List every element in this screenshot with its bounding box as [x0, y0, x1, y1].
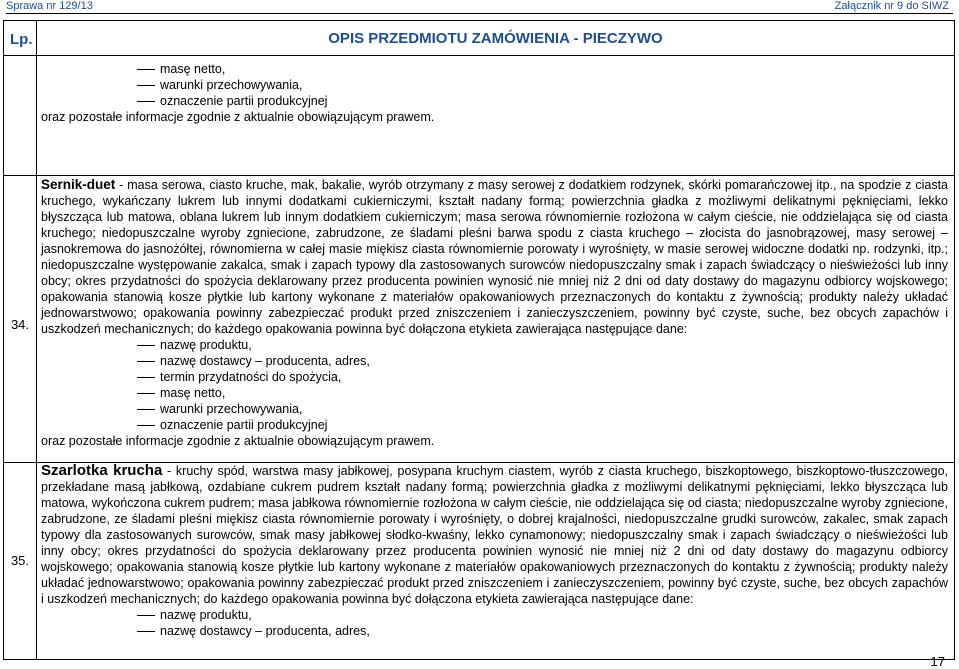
page-header: [6, 0, 953, 14]
list-item: warunki przechowywania,: [41, 77, 948, 93]
list-item: masę netto,: [41, 61, 948, 77]
row-35-description: [41, 463, 948, 607]
list-item: masę netto,: [41, 385, 948, 401]
product-name: Szarlotka krucha: [41, 462, 163, 479]
case-number: Sprawa nr 129/13: [6, 0, 93, 12]
row-divider: [4, 175, 954, 176]
list-item: nazwę produktu,: [41, 607, 948, 623]
list-item: nazwę produktu,: [41, 337, 948, 353]
product-description: - kruchy spód, warstwa masy jabłkowej, posypana kruchym ciastem, wyrób z ciasta kruchego, biszkoptowego, biszkoptowo-tłuszczowego, przekładane masą jabłkową, ozdabiane cukrem pudrem kształt nadany formą; powierzchnia gładka z możliwymi delikatnymi pęknięciami, lekko błyszcząca lub matowa, wykończona cukrem pudrem; masa jabłkowa równomiernie rozłożona w całym cieście, nie oddzielająca się od ciasta; niedopuszczalne wyroby zgniecione, zabrudzone, ze śladami pleśni miękisz ciasta równomiernie porowaty i wyrośnięty, o dobrej krajalności, niedopuszczalne grudki surowców, zakalec, smak zapach typowy dla zastosowanych surowców, smak masy jabłkowej słodko-kwaśny, lekko cynamonowy; niedopuszczalny smak i zapach świadczący o nieświeżości lub inny obcy; okres przydatności do spożycia deklarowany przez producenta powinien wynosić nie mniej niż 2 dni od daty dostawy do magazynu odbiorcy wojskowego; opakowania stanowią kosze płytkie lub kartony wykonane z materiałów opakowaniowych przeznaczonych do kontaktu z żywnością; produkty należy układać jednowarstwowo; opakowania powinny zabezpieczać produkt przed zniszczeniem i zanieczyszczeniem, powinny być czyste, suche, bez obcych zapachów i uszkodzeń mechanicznych; do każdego opakowania powinna być dołączona etykieta zawierająca następujące dane:: [41, 464, 948, 606]
list-item: warunki przechowywania,: [41, 401, 948, 417]
list-item: nazwę dostawcy – producenta, adres,: [41, 353, 948, 369]
row-35-content: [41, 463, 948, 639]
row-34-description: [41, 177, 948, 337]
table-title: OPIS PRZEDMIOTU ZAMÓWIENIA - PIECZYWO: [328, 30, 663, 47]
list-item: termin przydatności do spożycia,: [41, 369, 948, 385]
list-item: oznaczenie partii produkcyjnej: [41, 93, 948, 109]
list-item: oznaczenie partii produkcyjnej: [41, 417, 948, 433]
attachment-label: Załącznik nr 9 do SIWZ: [834, 0, 949, 12]
product-description: - masa serowa, ciasto kruche, mak, bakalie, wyrób otrzymany z masy serowej z dodatkiem rodzynek, skórki pomarańczowej itp., na spodzie z ciasta kruchego, wykańczany lukrem lub innymi dodatkami cukierniczymi, kształt nadany formą; powierzchnia gładka z możliwymi delikatnymi pęknięciami, lekko błyszcząca lub matowa, oblana lukrem lub innym dodatkiem cukierniczym; masa serowa równomiernie rozłożona w całym cieście, nie oddzielająca się od ciasta kruchego; niedopuszczalne wyroby zgniecione, zabrudzone, ze śladami pleśni barwa spodu z ciasta kruchego – złocista do jasnobrązowej, masy serowej – jasnokremowa do jasnożółtej, równomierna w całej masie miękisz ciasta równomiernie porowaty i wyrośnięty, w masie serowej widoczne dodatki np. rodzynki, itp.; niedopuszczalne występowanie zakalca, smak i zapach typowy dla zastosowanych surowców niedopuszczalny smak i zapach świadczący o nieświeżości lub inny obcy; okres przydatności do spożycia deklarowany przez producenta powinien wynosić nie mniej niż 2 dni od daty dostawy do magazynu odbiorcy wojskowego; opakowania stanowią kosze płytkie lub kartony wykonane z materiałów opakowaniowych przeznaczonych do kontaktu z żywnością; produkty należy układać jednowarstwowo; opakowania powinny zabezpieczać produkt przed zniszczeniem i zanieczyszczeniem, powinny być czyste, suche, bez obcych zapachów i uszkodzeń mechanicznych; do każdego opakowania powinna być dołączona etykieta zawierająca następujące dane:: [41, 178, 948, 336]
row-prev-tail: oraz pozostałe informacje zgodnie z aktualnie obowiązującym prawem.: [41, 110, 435, 124]
page-number: 17: [930, 654, 945, 669]
lp-column-header: Lp.: [10, 31, 33, 48]
header-divider: [6, 13, 953, 14]
spec-table: [3, 20, 955, 660]
row-divider: [4, 55, 954, 56]
row-prev-content: [41, 61, 948, 125]
row-34-tail: oraz pozostałe informacje zgodnie z aktualnie obowiązującym prawem.: [41, 434, 435, 448]
row-number-34: 34.: [10, 317, 30, 332]
row-34-content: [41, 177, 948, 449]
product-name: Sernik-duet: [41, 177, 116, 192]
list-item: nazwę dostawcy – producenta, adres,: [41, 623, 948, 639]
table-header-row: [4, 21, 954, 55]
row-number-35: 35.: [10, 553, 30, 568]
column-divider: [36, 21, 37, 659]
